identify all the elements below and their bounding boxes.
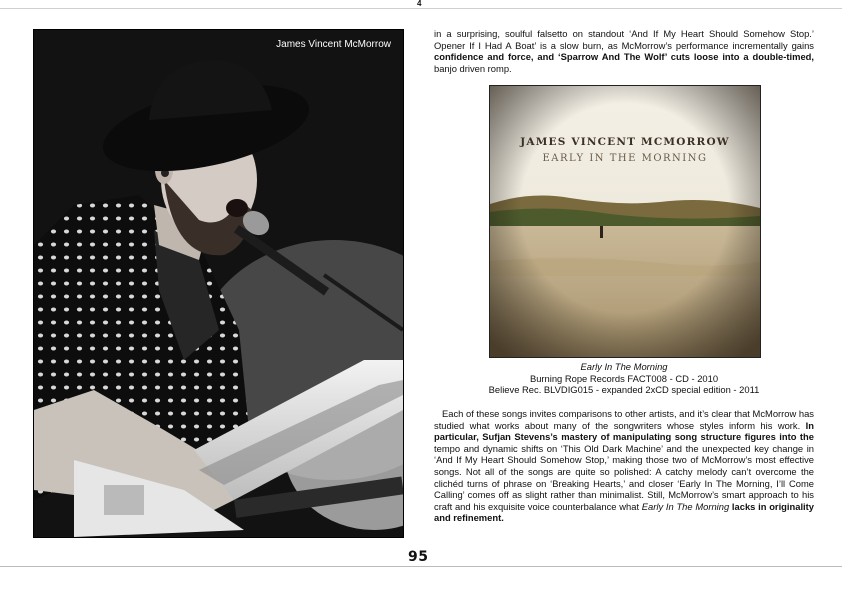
paragraph-1-text-a: in a surprising, soulful falsetto on standout ‘And If My Heart Should Somehow Stop.’ Opener If I Had A Boat’ is a slow burn, as McMorrow’s performance incrementally gains: [434, 28, 814, 51]
caption-release-2: Believe Rec. BLVDIG015 - expanded 2xCD special edition - 2011: [488, 384, 760, 395]
artist-photo-illustration: [34, 30, 403, 537]
page-marker: 4: [414, 0, 424, 8]
photo-credit: James Vincent McMorrow: [276, 39, 391, 50]
paragraph-2-text-b: tempo and dynamic shifts on ‘This Old Dark Machine’ and the unexpected key change in ‘And If My Heart Should Somehow Stop,’ making those two of McMorrow’s most effective songs. Not all of the songs are quite so polished: A catchy melody can’t overcome the clichéd turns of phrase on ‘Breaking Hearts,’ and closer ‘Early In The Morning, I’ll Come Calling’ comes off as slight rather than minimalist. Still, McMorrow’s smart approach to his craft and his exquisite voice counterbalance what: [434, 442, 814, 512]
album-caption: [434, 361, 814, 396]
album-cover-landscape: [490, 86, 760, 357]
artist-photo: [33, 29, 404, 538]
top-rule: [0, 8, 842, 9]
paragraph-1-text-bold: confidence and force, and ‘Sparrow And The Wolf’ cuts loose into a double-timed,: [434, 51, 814, 63]
album-cover-artist: JAMES VINCENT MCMORROW: [520, 136, 730, 148]
review-paragraph-2: [434, 408, 814, 524]
paragraph-2-text-a: Each of these songs invites comparisons to other artists, and it’s clear that McMorrow has studied what works about many of the songwriters whose styles inform his work.: [434, 408, 814, 431]
bottom-rule: [0, 566, 842, 567]
page-number: 95: [408, 549, 429, 565]
caption-album-title: Early In The Morning: [580, 361, 668, 372]
review-paragraph-1: [434, 28, 814, 74]
caption-release-1: Burning Rope Records FACT008 - CD - 2010: [529, 372, 719, 384]
album-cover-title: EARLY IN THE MORNING: [542, 153, 708, 164]
paragraph-2-text-bold: In particular, Sufjan Stevens’s mastery of manipulating song structure figures into the: [434, 419, 814, 443]
paragraph-2-text-end: lacks in originality and refinement.: [434, 500, 814, 524]
paragraph-1-text-b: banjo driven romp.: [434, 62, 512, 74]
paragraph-2-album-title: Early In The Morning: [641, 500, 730, 512]
album-cover: [489, 85, 761, 358]
